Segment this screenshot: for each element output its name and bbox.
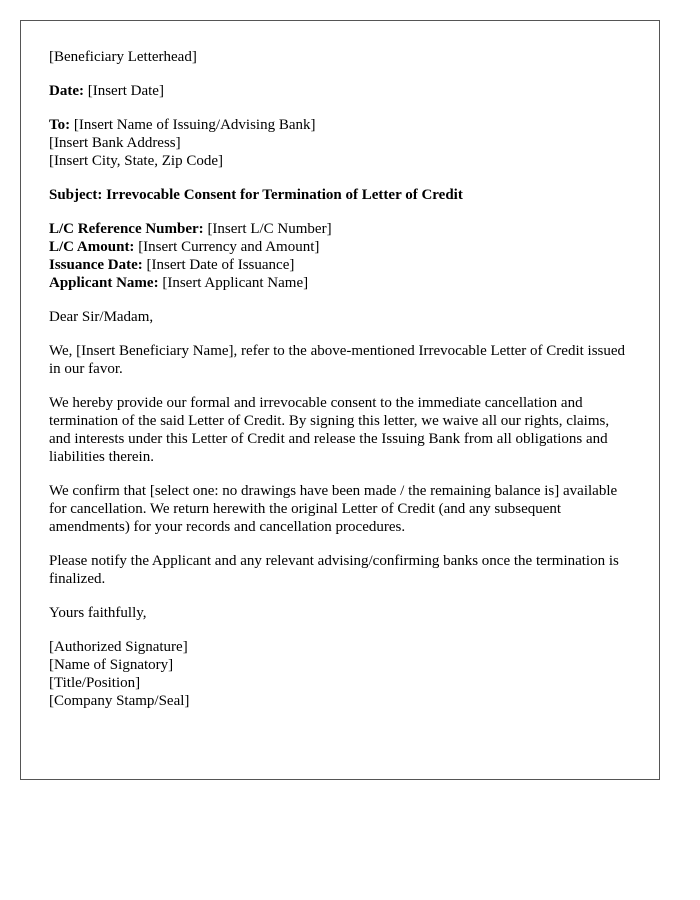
applicant-name-value: [Insert Applicant Name]	[158, 275, 309, 291]
body-paragraph-1: We, [Insert Beneficiary Name], refer to the above-mentioned Irrevocable Letter of Credit issued in our favor.	[49, 343, 626, 377]
closing: Yours faithfully,	[49, 605, 147, 621]
signatory-name: [Name of Signatory]	[49, 657, 174, 673]
date-label: Date:	[49, 83, 84, 99]
body-paragraph-3: We confirm that [select one: no drawings have been made / the remaining balance is] available for cancellation. We return herewith the original Letter of Credit (and any subsequent amendments) for your records and cancellation procedures.	[49, 483, 618, 535]
body-paragraph-2: We hereby provide our formal and irrevocable consent to the immediate cancellation and termination of the said Letter of Credit. By signing this letter, we waive all our rights, claims, and interests under this Letter of Credit and release the Issuing Bank from all obligations and liabilities therein.	[49, 395, 610, 465]
letter-body	[49, 48, 634, 726]
recipient-address: [Insert Bank Address]	[49, 135, 181, 151]
applicant-name-line	[49, 274, 634, 292]
subject-line	[49, 186, 634, 204]
lc-amount-label: L/C Amount:	[49, 239, 135, 255]
issuance-date-label: Issuance Date:	[49, 257, 143, 273]
body-paragraph-4: Please notify the Applicant and any relevant advising/confirming banks once the termination is finalized.	[49, 553, 619, 587]
lc-reference-value: [Insert L/C Number]	[203, 221, 332, 237]
lc-details	[49, 220, 634, 292]
signature-block	[49, 638, 634, 710]
issuance-date-value: [Insert Date of Issuance]	[142, 257, 295, 273]
salutation: Dear Sir/Madam,	[49, 309, 154, 325]
authorized-signature: [Authorized Signature]	[49, 639, 188, 655]
date-value: [Insert Date]	[83, 83, 164, 99]
issuance-date-line	[49, 256, 634, 274]
subject-text: Subject: Irrevocable Consent for Termination of Letter of Credit	[49, 187, 463, 203]
letterhead: [Beneficiary Letterhead]	[49, 49, 197, 65]
lc-reference-line	[49, 220, 634, 238]
lc-amount-line	[49, 238, 634, 256]
company-stamp: [Company Stamp/Seal]	[49, 693, 190, 709]
signatory-title: [Title/Position]	[49, 675, 141, 691]
lc-amount-value: [Insert Currency and Amount]	[134, 239, 320, 255]
recipient-block	[49, 116, 634, 170]
lc-reference-label: L/C Reference Number:	[49, 221, 204, 237]
recipient-name-line	[49, 116, 634, 134]
date-line	[49, 82, 634, 100]
recipient-name: [Insert Name of Issuing/Advising Bank]	[70, 117, 316, 133]
recipient-city: [Insert City, State, Zip Code]	[49, 153, 223, 169]
applicant-name-label: Applicant Name:	[49, 275, 159, 291]
recipient-label: To:	[49, 117, 71, 133]
